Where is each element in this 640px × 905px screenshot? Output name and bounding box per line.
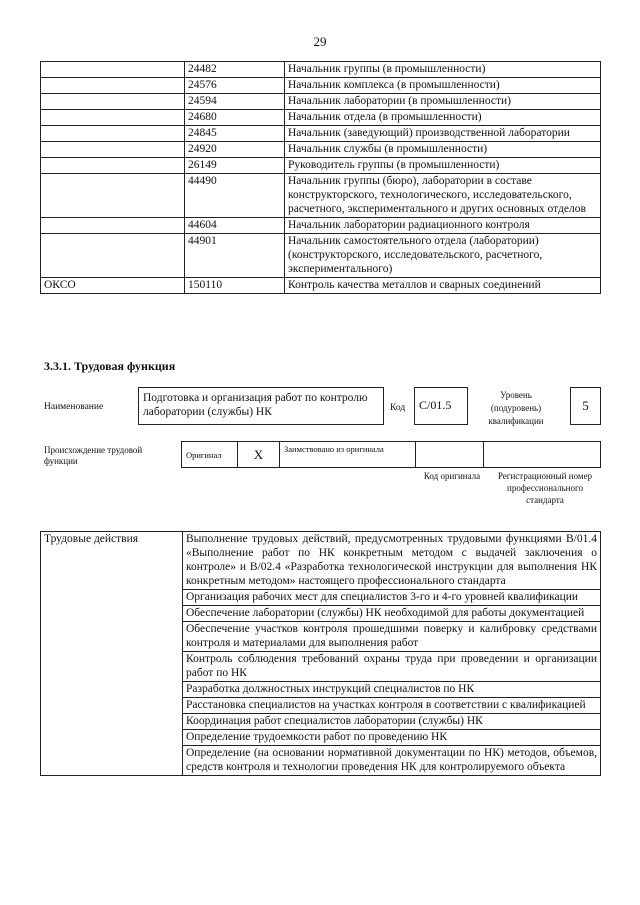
level-label: Уровень (подуровень) квалификации	[488, 390, 544, 426]
occupation-name-cell: Начальник комплекса (в промышленности)	[285, 78, 601, 94]
labor-action-item: Координация работ специалистов лаборатории (службы) НК	[183, 714, 601, 730]
occupation-name-cell: Контроль качества металлов и сварных соединений	[285, 278, 601, 294]
function-code-box: С/01.5	[414, 387, 468, 425]
page-number: 29	[313, 34, 327, 49]
occupation-name-cell: Руководитель группы (в промышленности)	[285, 158, 601, 174]
table-row	[41, 532, 601, 590]
occupations-table	[40, 61, 601, 294]
code-cell: 44604	[185, 218, 285, 234]
classifier-cell	[41, 218, 185, 234]
labor-action-item: Определение (на основании нормативной документации по НК) методов, объемов, средств контроля и технологии проведения НК для контролируемого объекта	[183, 746, 601, 776]
occupation-name-cell: Начальник лаборатории (в промышленности)	[285, 94, 601, 110]
occupation-name-cell: Начальник (заведующий) производственной лаборатории	[285, 126, 601, 142]
code-cell: 26149	[185, 158, 285, 174]
labor-action-item: Расстановка специалистов на участках контроля в соответствии с квалификацией	[183, 698, 601, 714]
section-title: 3.3.1. Трудовая функция	[44, 359, 176, 373]
table-row	[41, 174, 601, 218]
origin-table	[181, 441, 601, 468]
table-row	[41, 278, 601, 294]
classifier-cell	[41, 78, 185, 94]
code-cell: 24594	[185, 94, 285, 110]
code-original-cell	[416, 442, 484, 468]
original-label: Оригинал	[182, 442, 238, 468]
occupation-name-cell: Начальник самостоятельного отдела (лаборатории) (конструкторского, исследовательского, расчетного, экспериментального)	[285, 234, 601, 278]
table-row	[41, 94, 601, 110]
labor-action-item: Обеспечение участков контроля прошедшими поверку и калибровку средствами контроля и материалами для выполнения работ	[183, 622, 601, 652]
origin-label: Происхождение трудовой функции	[44, 445, 143, 466]
occupation-name-cell: Начальник группы (бюро), лаборатории в составе конструкторского, технологического, исследовательского, расчетного, экспериментального и других основных отделов	[285, 174, 601, 218]
labor-action-item: Контроль соблюдения требований охраны труда при проведении и организации работ по НК	[183, 652, 601, 682]
occupation-name-cell: Начальник службы (в промышленности)	[285, 142, 601, 158]
function-name-box: Подготовка и организация работ по контролю лаборатории (службы) НК	[138, 387, 384, 425]
classifier-cell	[41, 158, 185, 174]
table-row	[41, 218, 601, 234]
code-cell: 150110	[185, 278, 285, 294]
labor-action-item: Выполнение трудовых действий, предусмотренных трудовыми функциями B/01.4 «Выполнение работ по НК конкретным методом с выдачей заключения о контроле» и B/02.4 «Разработка технологической инструкции для выполнения НК конкретным методом» настоящего профессионального стандарта	[183, 532, 601, 590]
occupation-name-cell: Начальник отдела (в промышленности)	[285, 110, 601, 126]
occupation-name-cell: Начальник лаборатории радиационного контроля	[285, 218, 601, 234]
reg-number-cell	[484, 442, 601, 468]
code-cell: 44901	[185, 234, 285, 278]
code-cell: 44490	[185, 174, 285, 218]
classifier-cell: ОКСО	[41, 278, 185, 294]
classifier-cell	[41, 110, 185, 126]
classifier-cell	[41, 62, 185, 78]
classifier-cell	[41, 94, 185, 110]
original-mark: X	[238, 442, 280, 468]
reg-number-caption: Регистрационный номер профессионального стандарта	[497, 471, 593, 505]
classifier-cell	[41, 142, 185, 158]
code-cell: 24482	[185, 62, 285, 78]
labor-action-item: Обеспечение лаборатории (службы) НК необходимой для работы документацией	[183, 606, 601, 622]
table-row	[41, 158, 601, 174]
code-cell: 24576	[185, 78, 285, 94]
code-cell: 24845	[185, 126, 285, 142]
labor-actions-label: Трудовые действия	[41, 532, 183, 776]
table-row	[41, 142, 601, 158]
table-row	[41, 234, 601, 278]
labor-action-item: Разработка должностных инструкций специалистов по НК	[183, 682, 601, 698]
name-label: Наименование	[44, 402, 104, 412]
table-row	[41, 110, 601, 126]
code-cell: 24680	[185, 110, 285, 126]
table-row	[41, 78, 601, 94]
classifier-cell	[41, 126, 185, 142]
labor-action-item: Организация рабочих мест для специалистов 3-го и 4-го уровней квалификации	[183, 590, 601, 606]
table-row	[41, 126, 601, 142]
borrowed-label: Заимствовано из оригинала	[280, 442, 416, 468]
occupation-name-cell: Начальник группы (в промышленности)	[285, 62, 601, 78]
qualification-level-box: 5	[570, 387, 601, 425]
classifier-cell	[41, 234, 185, 278]
code-original-caption: Код оригинала	[423, 471, 481, 481]
classifier-cell	[41, 174, 185, 218]
labor-action-item: Определение трудоемкости работ по проведению НК	[183, 730, 601, 746]
code-cell: 24920	[185, 142, 285, 158]
table-row	[41, 62, 601, 78]
labor-actions-table	[40, 531, 601, 776]
code-label: Код	[390, 403, 406, 413]
